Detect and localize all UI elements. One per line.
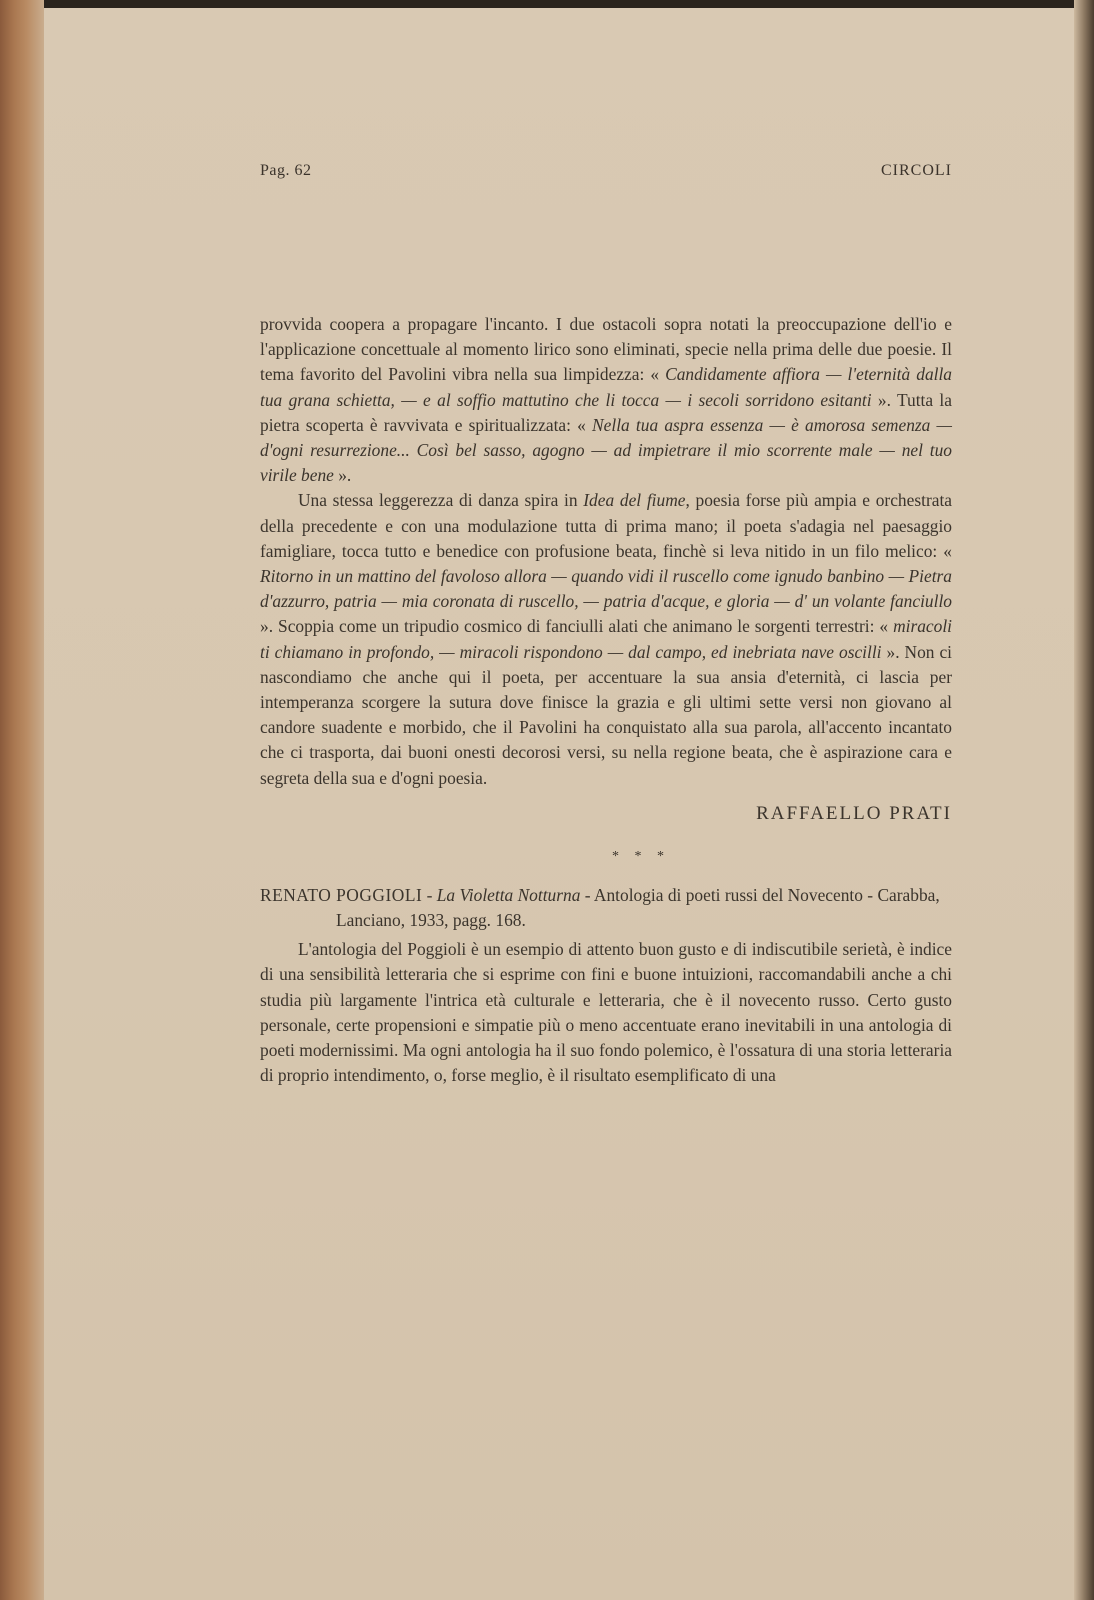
paragraph — [260, 488, 952, 790]
text-run: ». Tutta la pietra scoperta è ravvivata e spiritualizzata: « — [260, 389, 952, 435]
review-publication-info: - Antologia di poeti russi del Novecento - Carabba, Lanciano, 1933, pagg. 168. — [336, 884, 940, 931]
review-book-title: La Violetta Notturna — [436, 884, 581, 905]
quoted-verse: Candidamente affiora — l'eternità dalla tua grana schietta, — e al soffio mattutino che li tocca — i secoli sorridono esitanti — [260, 364, 952, 410]
page-top-edge — [0, 0, 1094, 8]
quoted-verse: miracoli ti chiamano in profondo, — miracoli rispondono — dal campo, ed inebriata nave oscilli — [260, 616, 952, 662]
text-run: ». Non ci nascondiamo che anche qui il poeta, per accentuare la sua ansia d'eternità, ci lascia per intemperanza scorgere la sutura dove finisce la grazia e gli ultimi sette versi non giovano al candore suadente e morbido, che il Pavolini ha conquistato alla sua parola, all'accento incantato che ci trasporta, dai buoni onesti decorosi versi, su nella regione beata, che è aspirazione cara e segreta della sua e d'ogni poesia. — [260, 641, 952, 788]
section-separator: * * * — [612, 848, 670, 864]
article-body — [260, 312, 952, 1088]
review-paragraph: L'antologia del Poggioli è un esempio di attento buon gusto e di indiscutibile serietà, è indice di una sensibilità letteraria che si esprime con fini e buone intuizioni, raccomandabili anche a chi studia più largamente l'intrica età culturale e letteraria, che è il novecento russo. Certo gusto personale, certe propensioni e simpatie più o meno accentuate erano inevitabili in una antologia di poeti modernissimi. Ma ogni antologia ha il suo fondo polemico, è l'ossatura di una storia letteraria di proprio intendimento, o, forse meglio, è il risultato esemplificato di una — [260, 939, 952, 1086]
review-dash: - — [422, 884, 437, 905]
running-header — [260, 162, 952, 186]
author-signature: RAFFAELLO PRATI — [756, 802, 952, 824]
review-author: RENATO POGGIOLI — [260, 884, 423, 905]
paragraph — [260, 312, 952, 488]
text-run: ». Scoppia come un tripudio cosmico di fanciulli alati che animano le sorgenti terrestri: « — [260, 616, 894, 637]
book-binding-edge — [0, 0, 44, 1600]
quoted-verse: Ritorno in un mattino del favoloso allora — quando vidi il ruscello come ignudo banbino — Pietra d'azzurro, patria — mia coronata di ruscello, — patria d'acque, e gloria — d' un volante fanciullo — [260, 566, 952, 612]
text-run: , poesia forse più ampia e orchestrata della precedente e con una modulazione tutta di prima mano; il poeta s'adagia nel paesaggio famigliare, tocca tutto e benedice con profusione beata, finchè si leva nitido in un filo melico: « — [260, 490, 953, 561]
page-right-edge — [1074, 0, 1094, 1600]
quoted-verse: Idea del fiume — [583, 490, 686, 511]
review-heading — [260, 883, 952, 933]
text-run: provvida coopera a propagare l'incanto. I due ostacoli sopra notati la preoccupazione dell'io e l'applicazione concettuale al momento lirico sono eliminati, specie nella prima delle due poesie. Il tema favorito del Pavolini vibra nella sua limpidezza: « — [260, 314, 952, 385]
page-number: Pag. 62 — [260, 162, 312, 179]
text-run: Una stessa leggerezza di danza spira in — [298, 490, 584, 511]
quoted-verse: Nella tua aspra essenza — è amorosa semenza — d'ogni resurrezione... Così bel sasso, agogno — ad impietrare il mio scorrente male — nel tuo virile bene — [260, 414, 953, 486]
section-title: CIRCOLI — [881, 162, 952, 179]
text-run: ». — [333, 465, 352, 486]
